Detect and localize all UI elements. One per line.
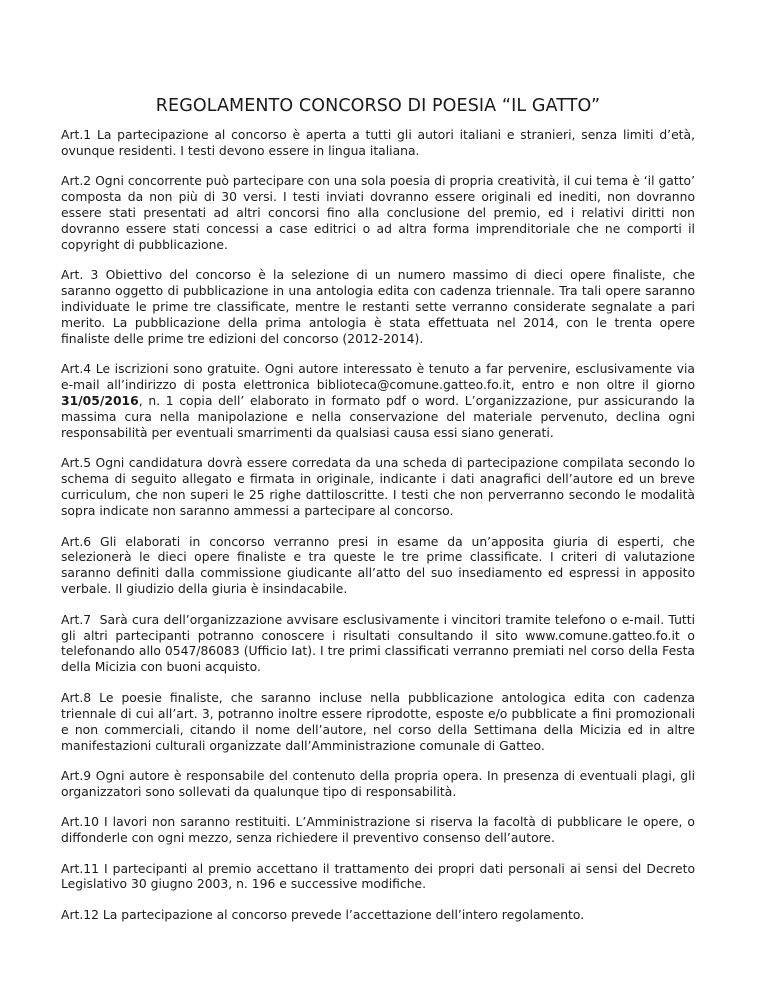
document-page [61,95,695,938]
article-label: Art.7 [61,612,100,627]
article-label: Art.6 [61,534,101,549]
article-8 [61,691,695,755]
article-4 [61,362,695,442]
article-label: Art.8 [61,690,100,705]
article-text: I lavori non saranno restituiti. L’Amministrazione si riserva la facoltà di pubblicare le opere, o diffonderle con ogni mezzo, senza richiedere il preventivo consenso dell’autore. [61,815,695,846]
article-label: Art.11 [61,861,104,876]
article-label: Art. 3 [61,268,106,283]
article-label: Art.12 [61,907,103,922]
article-12 [61,908,695,924]
article-text-continued: , n. 1 copia dell’ elaborato in formato pdf o word. L’organizzazione, pur assicurando la massima cura nella manipolazione e nella conservazione del materiale pervenuto, declina ogni responsabilità per eventuali smarrimenti da qualsiasi causa essi siano generati. [61,394,695,440]
article-9 [61,769,695,801]
article-label: Art.5 [61,456,96,471]
article-label: Art.1 [61,128,97,142]
article-6 [61,535,695,599]
article-text: Ogni candidatura dovrà essere corredata da una scheda di partecipazione compilata secondo lo schema di seguito allegato e firmata in originale, indicante i dati anagrafici dell’autore ed un breve curriculum, che non superi le 25 righe dattiloscritte. I testi che non perverranno secondo le modalità sopra indicate non saranno ammessi a partecipare al concorso. [61,456,695,519]
article-1 [61,128,695,160]
document-title: REGOLAMENTO CONCORSO DI POESIA “IL GATTO” [155,96,601,116]
article-text: I partecipanti al premio accettano il trattamento dei propri dati personali ai sensi del Decreto Legislativo 30 giugno 2003, n. 196 e successive modifiche. [61,861,695,892]
article-11 [61,862,695,894]
article-text: Ogni autore è responsabile del contenuto della propria opera. In presenza di eventuali plagi, gli organizzatori sono sollevati da qualunque tipo di responsabilità. [61,768,696,799]
article-2 [61,174,695,254]
article-10 [61,815,695,847]
article-7 [61,613,695,677]
article-3 [61,268,695,348]
article-label: Art.2 [61,174,96,189]
article-5 [61,456,695,520]
article-label: Art.4 [61,362,96,377]
article-text: La partecipazione al concorso è aperta a tutti gli autori italiani e stranieri, senza limiti d’età, ovunque residenti. I testi devono essere in lingua italiana. [61,128,695,158]
article-text: Le poesie finaliste, che saranno incluse nella pubblicazione antologica edita con cadenza triennale di cui all’art. 3, potranno inoltre essere riprodotte, esposte e/o pubblicate a fini promozionali e non commerciali, citando il nome dell’autore, nel corso della Settimana della Micizia ed in altre manifestazioni culturali organizzate dall’Amministrazione comunale di Gatteo. [61,690,695,753]
article-text: Ogni concorrente può partecipare con una sola poesia di propria creatività, il cui tema è ‘il gatto’ composta da non più di 30 versi. I testi inviati dovranno essere originali ed inediti, non dovranno essere stati presentati ad altri concorsi fino alla conclusione del premio, ed i relativi diritti non dovranno essere stati concessi a case editrici o ad altra forma imprenditoriale che ne comporti il copyright di pubblicazione. [61,174,696,252]
article-label: Art.9 [61,768,96,783]
article-text: Gli elaborati in concorso verranno presi in esame da un’apposita giuria di esperti, che selezionerà le dieci opere finaliste e tra queste le tre prime classificate. I criteri di valutazione saranno definiti dalla commissione giudicante all’atto del suo insediamento ed espressi in apposito verbale. Il giudizio della giuria è insindacabile. [61,534,695,597]
deadline-date: 31/05/2016 [61,394,139,409]
article-text: Obiettivo del concorso è la selezione di un numero massimo di dieci opere finaliste, che saranno oggetto di pubblicazione in una antologia edita con cadenza triennale. Tra tali opere saranno individuate le prime tre classificate, mentre le restanti sette verranno considerate segnalate a pari merito. La pubblicazione della prima antologia è stata effettuata nel 2014, con le trenta opere finaliste delle prime tre edizioni del concorso (2012-2014). [61,268,695,346]
article-text: La partecipazione al concorso prevede l’accettazione dell’intero regolamento. [102,907,585,922]
article-text: Sarà cura dell’organizzazione avvisare esclusivamente i vincitori tramite telefono o e-mail. Tutti gli altri partecipanti potranno conoscere i risultati consultando il sito www.comune.gatteo.fo.it o telefonando allo 0547/86083 (Ufficio Iat). I tre primi classificati verranno premiati nel corso della Festa della Micizia con buoni acquisto. [61,612,695,675]
article-text: Le iscrizioni sono gratuite. Ogni autore interessato è tenuto a far pervenire, esclusivamente via e-mail all’indirizzo di posta elettronica biblioteca@comune.gatteo.fo.it, entro e non oltre il giorno [61,362,695,393]
article-label: Art.10 [61,815,105,830]
